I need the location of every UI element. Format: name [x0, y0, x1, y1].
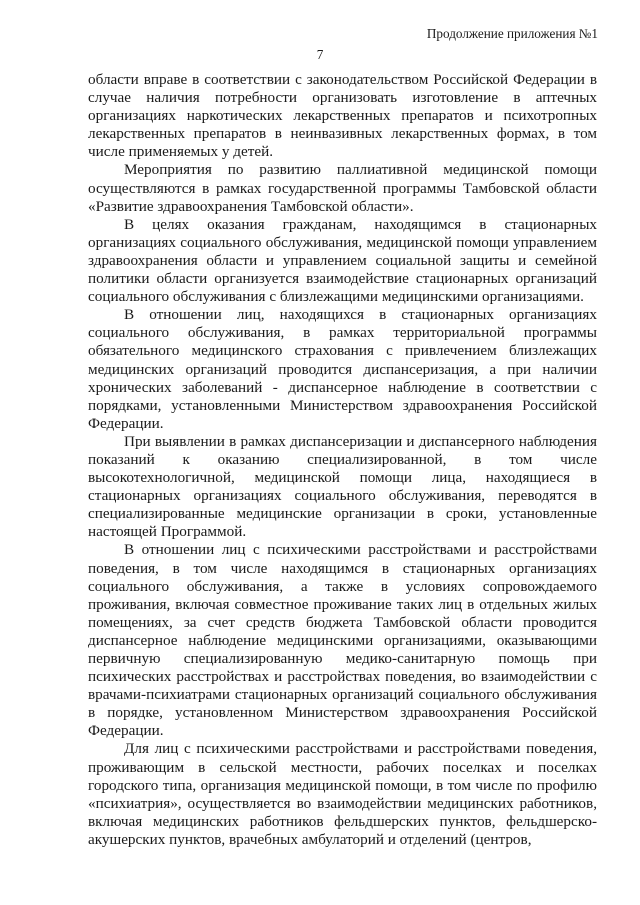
paragraph-5: При выявлении в рамках диспансеризации и диспансерного наблюдения показаний к оказанию специализированной, в том числе высокотехнологичной, медицинской помощи лица, находящиеся в стационарных организациях социального обслуживания, переводятся в специализированные медицинские организации в сроки, установленные настоящей Программой. [88, 432, 597, 541]
paragraph-6: В отношении лиц с психическими расстройствами и расстройствами поведения, в том числе находящимся в стационарных организациях социального обслуживания, а также в условиях сопровождаемого проживания, включая совместное проживание таких лиц в отдельных жилых помещениях, за счет средств бюджета Тамбовской области проводится диспансерное наблюдение медицинскими организациями, оказывающими первичную специализированную медико-санитарную помощь при психических расстройствах и расстройствах поведения, во взаимодействии с врачами-психиатрами стационарных организаций социального обслуживания в порядке, установленном Министерством здравоохранения Российской Федерации. [88, 541, 597, 740]
paragraph-3: В целях оказания гражданам, находящимся в стационарных организациях социального обслуживания, медицинской помощи управлением здравоохранения области и управлением социальной защиты и семейной политики области организуется взаимодействие стационарных организаций социального обслуживания с близлежащими медицинскими организациями. [88, 215, 597, 306]
paragraph-1: области вправе в соответствии с законодательством Российской Федерации в случае наличия потребности организовать изготовление в аптечных организациях наркотических лекарственных препаратов и психотропных лекарственных препаратов в неинвазивных лекарственных формах, в том числе применяемых у детей. [88, 71, 597, 161]
paragraph-7: Для лиц с психическими расстройствами и расстройствами поведения, проживающим в сельской местности, рабочих поселках и поселках городского типа, организация медицинской помощи, в том числе по профилю «психиатрия», осуществляется во взаимодействии медицинских работников, включая медицинских работников фельдшерских пунктов, фельдшерско-акушерских пунктов, врачебных амбулаторий и отделений (центров, [88, 740, 597, 848]
document-body [88, 71, 597, 849]
paragraph-2: Мероприятия по развитию паллиативной медицинской помощи осуществляются в рамках государственной программы Тамбовской области «Развитие здравоохранения Тамбовской области». [88, 161, 597, 215]
page-number: 7 [316, 47, 324, 62]
appendix-continuation-note: Продолжение приложения №1 [426, 26, 598, 41]
paragraph-4: В отношении лиц, находящихся в стационарных организациях социального обслуживания, в рамках территориальной программы обязательного медицинского страхования с привлечением близлежащих медицинских организаций проводится диспансеризация, а при наличии хронических заболеваний - диспансерное наблюдение в соответствии с порядками, установленными Министерством здравоохранения Российской Федерации. [88, 306, 597, 432]
